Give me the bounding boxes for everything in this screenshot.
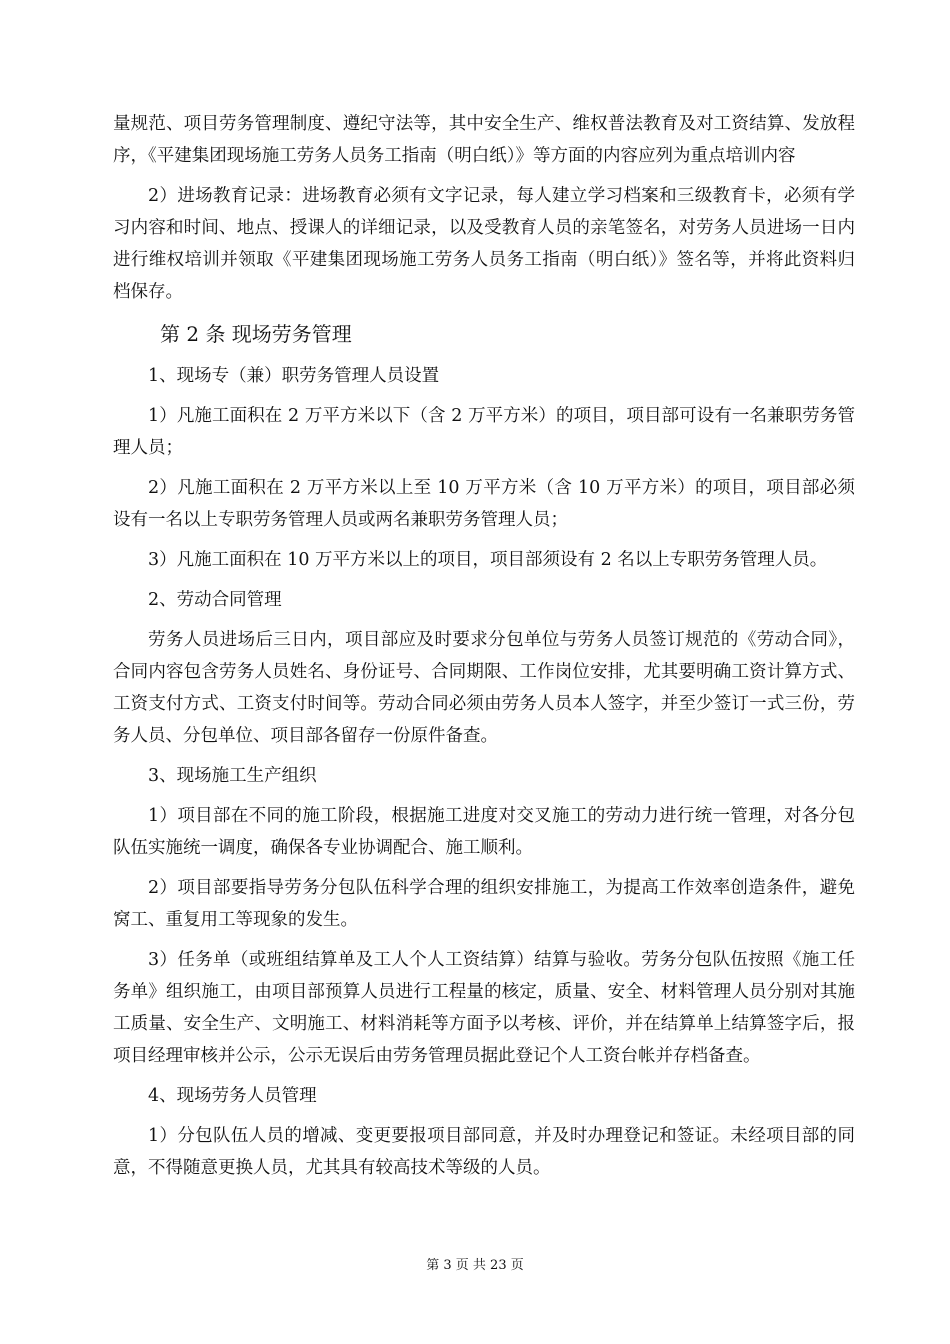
subheading-staff-setup: 1、现场专（兼）职劳务管理人员设置	[148, 366, 440, 386]
paragraph-training-content: 量规范、项目劳务管理制度、遵纪守法等，其中安全生产、维权普法教育及对工资结算、发放程序，《平建集团现场施工劳务人员务工指南（明白纸）》等方面的内容应列为重点培训内容	[113, 114, 855, 166]
paragraph-organization-rule-2: 2）项目部要指导劳务分包队伍科学合理的组织安排施工，为提高工作效率创造条件，避免窝工、重复用工等现象的发生。	[113, 878, 855, 930]
paragraph-personnel-rule-1: 1）分包队伍人员的增减、变更要报项目部同意，并及时办理登记和签证。未经项目部的同意，不得随意更换人员，尤其具有较高技术等级的人员。	[113, 1126, 855, 1178]
paragraph-staff-rule-2: 2）凡施工面积在 2 万平方米以上至 10 万平方米（含 10 万平方米）的项目，项目部必须设有一名以上专职劳务管理人员或两名兼职劳务管理人员；	[113, 478, 855, 530]
document-body	[113, 108, 855, 1192]
subheading-personnel-management: 4、现场劳务人员管理	[148, 1086, 317, 1106]
paragraph-organization-rule-1: 1）项目部在不同的施工阶段，根据施工进度对交叉施工的劳动力进行统一管理，对各分包队伍实施统一调度，确保各专业协调配合、施工顺利。	[113, 806, 855, 858]
paragraph-staff-rule-1: 1）凡施工面积在 2 万平方米以下（含 2 万平方米）的项目，项目部可设有一名兼职劳务管理人员；	[113, 406, 855, 458]
subheading-labor-contract: 2、劳动合同管理	[148, 590, 282, 610]
paragraph-entry-education-record: 2）进场教育记录：进场教育必须有文字记录，每人建立学习档案和三级教育卡，必须有学习内容和时间、地点、授课人的详细记录，以及受教育人员的亲笔签名，对劳务人员进场一日内进行维权培训并领取《平建集团现场施工劳务人员务工指南（明白纸）》签名等，并将此资料归档保存。	[113, 186, 855, 302]
subheading-production-organization: 3、现场施工生产组织	[148, 766, 317, 786]
paragraph-labor-contract: 劳务人员进场后三日内，项目部应及时要求分包单位与劳务人员签订规范的《劳动合同》，合同内容包含劳务人员姓名、身份证号、合同期限、工作岗位安排，尤其要明确工资计算方式、工资支付方式、工资支付时间等。劳动合同必须由劳务人员本人签字，并至少签订一式三份，劳务人员、分包单位、项目部各留存一份原件备查。	[113, 630, 855, 746]
paragraph-staff-rule-3: 3）凡施工面积在 10 万平方米以上的项目，项目部须设有 2 名以上专职劳务管理人员。	[148, 550, 828, 570]
page-number-footer: 第 3 页 共 23 页	[426, 1258, 524, 1273]
paragraph-organization-rule-3: 3）任务单（或班组结算单及工人个人工资结算）结算与验收。劳务分包队伍按照《施工任务单》组织施工，由项目部预算人员进行工程量的核定，质量、安全、材料管理人员分别对其施工质量、安全生产、文明施工、材料消耗等方面予以考核、评价，并在结算单上结算签字后，报项目经理审核并公示，公示无误后由劳务管理员据此登记个人工资台帐并存档备查。	[113, 950, 855, 1066]
section-heading-article-2: 第 2 条 现场劳务管理	[160, 322, 352, 346]
